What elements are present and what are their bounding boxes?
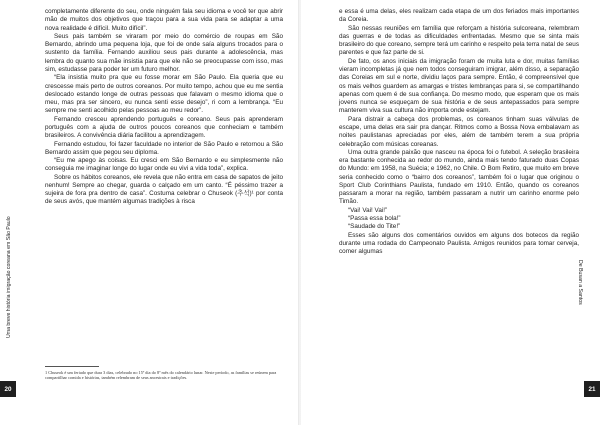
right-paragraph-2: São nessas reuniões em família que reforçam a história sulcoreana, relembram das guerras e de todas as dificuldades enfrentadas. Mesmo que se sinta mais brasileiro do que coreano, sempre terá um carinho e respeito pela terra natal de seus parentes e que faz parte de si. [339, 24, 579, 57]
left-paragraph-2: Seus pais também se viraram por meio do comércio de roupas em São Bernardo, abrindo uma pequena loja, que foi de onde saía alguns trocados para o sustento da família. Fernando auxiliou seus pais durante a adolescência, mas lembra do quanto sua mãe insistia para que ele não se preocupasse com isso, mas sim, estudasse para poder ter um futuro melhor. [45, 32, 283, 73]
left-page [0, 0, 299, 425]
right-body-text [339, 8, 579, 256]
left-body-text [45, 8, 283, 207]
right-paragraph-3: De fato, os anos iniciais da imigração foram de muita luta e dor, muitas famílias vieram incompletas já que nem todos conseguiram imigrar, além disso, a separação das Coreias em sul e norte, dividiu laços para sempre. Então, é compreensível que os mais velhos guardem as amargas e tristes lembranças para si, se compartilhando apenas com quem é de sua confiança. Do mesmo modo, que esperam que os mais jovens nunca se esqueçam de sua história e de seus antepassados para sempre manterem viva sua cultura não importa onde estejam. [339, 57, 579, 115]
left-paragraph-5: Fernando estudou, foi fazer faculdade no interior de São Paulo e retornou a São Bernardo assim que pegou seu diploma. [45, 140, 283, 156]
left-paragraph-3: “Ela insistia muito pra que eu fosse morar em São Paulo. Ela queria que eu crescesse mais perto de outros coreanos. Por muito tempo, achou que eu me sentia deslocado estando longe de outras pessoas que falavam o mesmo idioma que o meu, mas pra ser sincero, eu nunca senti esse desejo”, ri com a lembrança. “Eu sempre me senti acolhido pelas pessoas ao meu redor”. [45, 74, 283, 115]
right-paragraph-5: Uma outra grande paixão que nasceu na época foi o futebol. A seleção brasileira era bastante conhecida ao redor do mundo, ainda mais tendo faturado duas Copas do Mundo: em 1958, na Suécia; e 1962, no Chile. O Bom Retiro, que muito em breve seria conhecido como o “bairro dos coreanos”, também foi o lugar que originou o Sport Club Corinthians Paulista, fundado em 1910. Então, quando os coreanos passaram a morar na região, também passaram a nutrir um carinho enorme pelo Timão. [339, 148, 579, 206]
right-paragraph-6: Esses são alguns dos comentários ouvidos em alguns dos botecos da região durante uma rodada do Campeonato Paulista. Amigos reunidos para tomar cerveja, comer algumas [339, 231, 579, 256]
right-quote-3: “Saudade do Tite!” [348, 223, 401, 231]
left-paragraph-4: Fernando cresceu aprendendo português e coreano. Seus pais aprenderam português com a ajuda de outros poucos coreanos que conheciam e também brasileiros. A convivência diária facilitou a aprendizagem. [45, 115, 283, 140]
right-page-number: 21 [584, 381, 600, 397]
right-paragraph-1: e essa é uma delas, eles realizam cada etapa de um dos feriados mais importantes da Coreia. [339, 8, 579, 24]
right-quote-2: “Passa essa bola!” [348, 215, 401, 223]
left-paragraph-7: Sobre os hábitos coreanos, ele revela que não entra em casa de sapatos de jeito nenhum! Sempre ao chegar, guarda o calçado em um canto. “É péssimo trazer a sujeira de fora pra dentro de casa”. Costuma celebrar o Chuseok (추석)¹ por conta de seus avós, que mantém algumas tradições à risca [45, 173, 283, 206]
footnote: 1 Chuseok é um feriado que dura 3 dias, celebrado no 15º dia do 8º mês do calendário lunar. Neste período, as famílias se reúnem para compartilhar comida e histórias, também relembram de seus ancestrais e tradições. [45, 370, 277, 381]
right-page [301, 0, 600, 425]
left-paragraph-6: “Eu me apego às coisas. Eu cresci em São Bernardo e eu simplesmente não conseguia me imaginar longe do lugar onde eu vivi a vida toda”, explica. [45, 157, 283, 173]
footnote-divider [45, 366, 99, 367]
left-running-title: Uma breve história imigração coreana em São Paulo [6, 216, 12, 338]
left-page-number: 20 [0, 381, 16, 397]
right-paragraph-4: Para distrair a cabeça dos problemas, os coreanos tinham suas válvulas de escape, uma delas era sair pra dançar. Ritmos como a Bossa Nova embalavam as noites paulistanas apreciadas por eles, além de também terem a sua própria celebração com músicas coreanas. [339, 115, 579, 148]
left-paragraph-1: completamente diferente do seu, onde ninguém fala seu idioma e você ter que abrir mão de muitos dos objetivos que traçou para a sua vida para se adaptar a uma nova realidade é difícil. Muito difícil”. [45, 8, 283, 32]
right-quote-1: “Vai! Vai! Vai!” [348, 206, 388, 214]
right-running-title: De Busan a Santos [577, 260, 583, 305]
